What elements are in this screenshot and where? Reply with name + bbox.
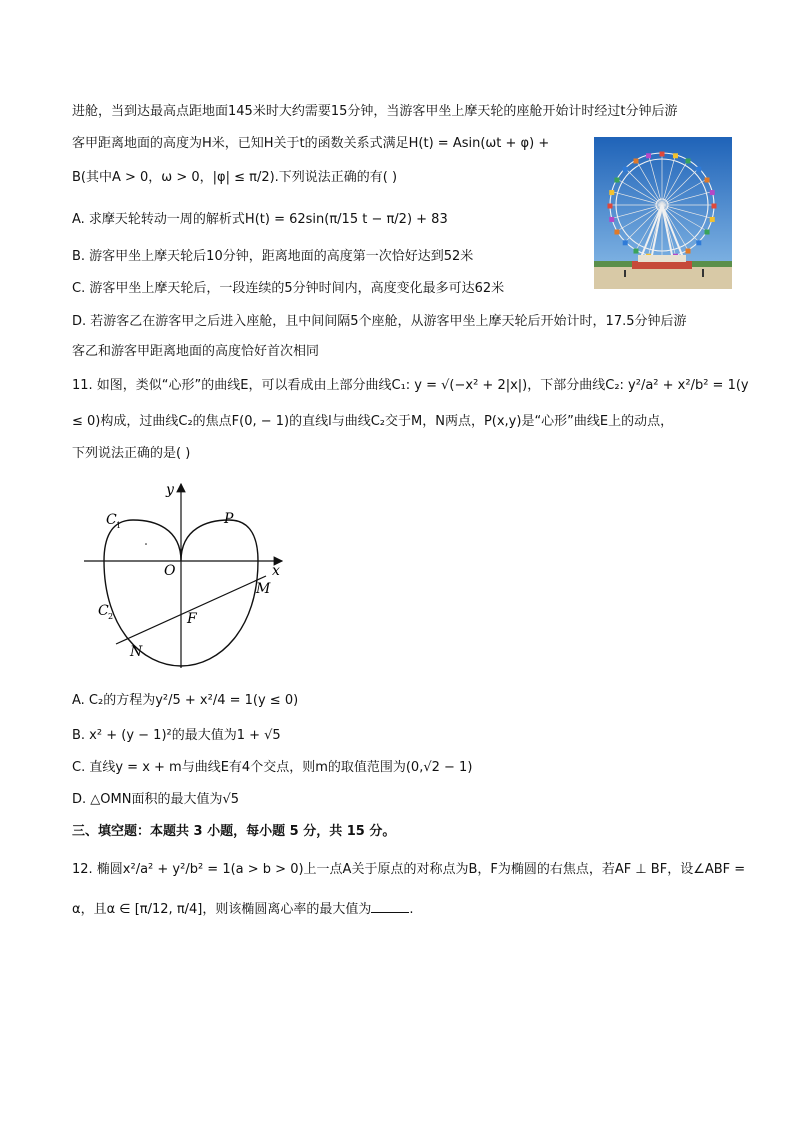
- q12-line2-text: α，且α ∈ [π/12, π/4]，则该椭圆离心率的最大值为: [72, 902, 372, 917]
- label-y: y: [166, 482, 174, 498]
- label-c2-sub: 2: [108, 612, 114, 621]
- q11-stem-line2: ≤ 0)构成，过曲线C₂的焦点F(0, − 1)的直线l与曲线C₂交于M，N两点，P(x,y)是“心形”曲线E上的动点，: [72, 414, 674, 429]
- line-l: [116, 576, 266, 644]
- label-p: P: [224, 511, 234, 527]
- section-3-heading: 三、填空题：本题共 3 小题，每小题 5 分，共 15 分。: [72, 824, 396, 839]
- q12-line1: 12. 椭圆x²/a² + y²/b² = 1(a > b > 0)上一点A关于原点的对称点为B，F为椭圆的右焦点，若AF ⊥ BF，设∠ABF =: [72, 862, 746, 877]
- q11-stem-line3: 下列说法正确的是( ): [72, 446, 191, 461]
- label-f: F: [187, 611, 197, 627]
- q10-option-c: C. 游客甲坐上摩天轮后，一段连续的5分钟时间内，高度变化最多可达62米: [72, 281, 505, 296]
- label-c2: C: [98, 603, 109, 619]
- q10-option-d-line1: D. 若游客乙在游客甲之后进入座舱，且中间间隔5个座舱，从游客甲坐上摩天轮后开始计时，17.5分钟后游: [72, 314, 687, 329]
- q10-option-d-line2: 客乙和游客甲距离地面的高度恰好首次相同: [72, 344, 320, 359]
- label-m: M: [256, 581, 271, 597]
- ferris-wheel-photo: [594, 137, 732, 289]
- label-o: O: [164, 563, 176, 579]
- label-x: x: [272, 563, 280, 579]
- q12-line2-end: .: [409, 902, 414, 917]
- q10-option-b: B. 游客甲坐上摩天轮后10分钟，距离地面的高度第一次恰好达到52米: [72, 249, 474, 264]
- q11-option-c: C. 直线y = x + m与曲线E有4个交点，则m的取值范围为(0,√2 − 1): [72, 760, 473, 775]
- q10-stem-line2: 客甲距离地面的高度为H米，已知H关于t的函数关系式满足H(t) = Asin(ωt + φ) +: [72, 136, 550, 151]
- q11-option-d: D. △OMN面积的最大值为√5: [72, 792, 240, 807]
- answer-blank[interactable]: [371, 898, 409, 913]
- q10-stem-line3: B(其中A > 0，ω > 0，|φ| ≤ π/2).下列说法正确的有( ): [72, 170, 398, 185]
- q10-option-a: A. 求摩天轮转动一周的解析式H(t) = 62sin(π/15 t − π/2) + 83: [72, 212, 448, 227]
- label-c1: C: [106, 512, 117, 528]
- label-n: N: [130, 644, 143, 660]
- q10-stem-line1: 进舱，当到达最高点距地面145米时大约需要15分钟，当游客甲坐上摩天轮的座舱开始计时经过t分钟后游: [72, 104, 678, 119]
- label-c1-sub: 1: [116, 521, 122, 530]
- q11-option-b: B. x² + (y − 1)²的最大值为1 + √5: [72, 728, 281, 743]
- heart-curve-diagram: [80, 478, 290, 673]
- q11-stem-line1: 11. 如图，类似“心形”的曲线E，可以看成由上部分曲线C₁: y = √(−x² + 2|x|)，下部分曲线C₂: y²/a² + x²/b² = 1(y: [72, 378, 749, 393]
- q11-option-a: A. C₂的方程为y²/5 + x²/4 = 1(y ≤ 0): [72, 693, 299, 708]
- q12-line2: [72, 898, 414, 920]
